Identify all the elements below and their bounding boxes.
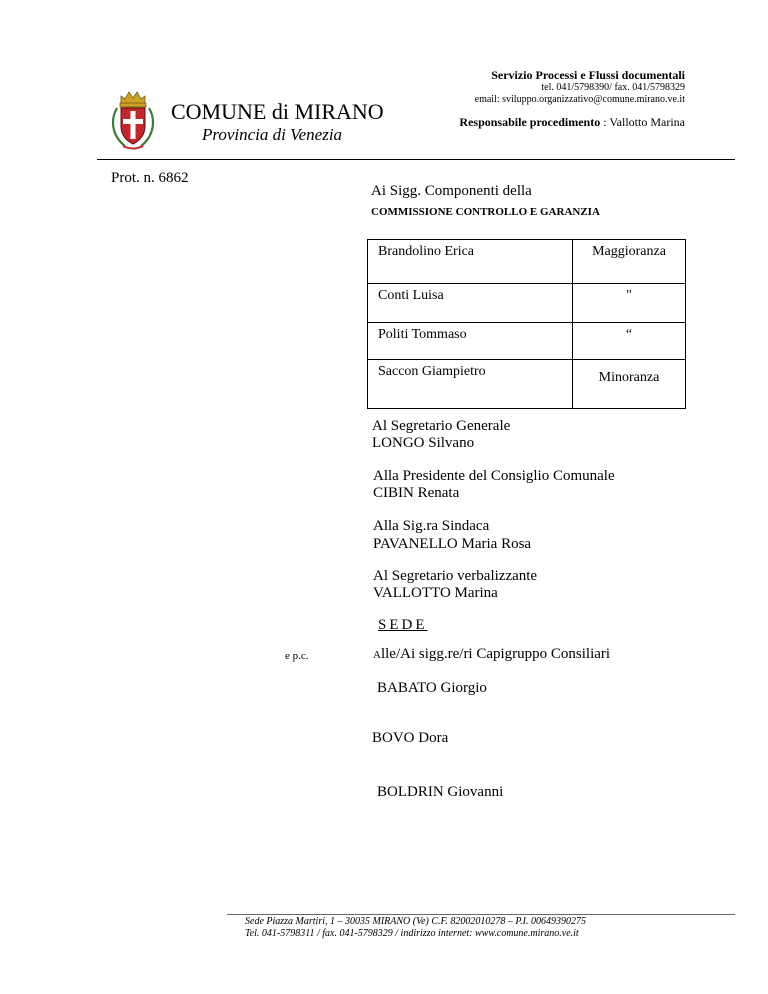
member-group: " <box>573 284 686 323</box>
member-name: Politi Tommaso <box>368 323 573 360</box>
table-row <box>368 323 686 360</box>
table-row <box>368 240 686 284</box>
member-group: “ <box>573 323 686 360</box>
verbalizzante-name: VALLOTTO Marina <box>373 585 498 601</box>
crest-crown <box>120 92 146 107</box>
verbalizzante-label: Al Segretario verbalizzante <box>373 568 538 584</box>
presidente-name: CIBIN Renata <box>373 485 460 501</box>
capigruppo-name: BABATO Giorgio <box>377 680 487 696</box>
service-phone: tel. 041/5798390/ fax. 041/5798329 <box>541 82 685 93</box>
header-divider <box>97 159 735 160</box>
provincia-name: Provincia di Venezia <box>202 125 343 144</box>
responsabile-label: Responsabile procedimento <box>459 115 601 129</box>
table-row <box>368 360 686 409</box>
comune-name: COMUNE di MIRANO <box>171 99 384 124</box>
sede-heading: SEDE <box>378 617 428 633</box>
crest-shield <box>121 108 145 144</box>
capigruppo-line <box>373 646 610 663</box>
footer-address: Sede Piazza Martiri, 1 – 30035 MIRANO (Ve) C.F. 82002010278 – P.I. 00649390275 <box>245 916 587 927</box>
member-name: Conti Luisa <box>368 284 573 323</box>
footer-contacts: Tel. 041-5798311 / fax. 041-5798329 / indirizzo internet: www.comune.mirano.ve.it <box>245 928 579 939</box>
member-name: Brandolino Erica <box>368 240 573 284</box>
responsabile-value: : Vallotto Marina <box>600 115 685 129</box>
sindaco-name: PAVANELLO Maria Rosa <box>373 536 532 552</box>
capigruppo-name: BOVO Dora <box>372 730 449 746</box>
capigruppo-name: BOLDRIN Giovanni <box>377 784 504 800</box>
member-group: Minoranza <box>573 360 686 409</box>
segretario-name: LONGO Silvano <box>372 435 475 451</box>
epc-label: e p.c. <box>285 650 309 662</box>
capigruppo-text: lle/Ai sigg.re/ri Capigruppo Consiliari <box>380 646 611 662</box>
footer-divider <box>227 914 735 915</box>
service-title: Servizio Processi e Flussi documentali <box>491 68 685 82</box>
sindaco-label: Alla Sig.ra Sindaca <box>373 518 490 534</box>
capigruppo-initial: A <box>373 649 381 661</box>
protocol-number: Prot. n. 6862 <box>111 170 189 186</box>
recipients-intro: Ai Sigg. Componenti della <box>371 183 532 199</box>
service-email: email: sviluppo.organizzativo@comune.mirano.ve.it <box>474 94 685 105</box>
member-name: Saccon Giampietro <box>368 360 573 409</box>
table-row <box>368 284 686 323</box>
presidente-label: Alla Presidente del Consiglio Comunale <box>373 468 615 484</box>
responsabile-line <box>459 115 685 130</box>
member-group: Maggioranza <box>573 240 686 284</box>
members-table <box>367 239 686 409</box>
comune-crest-icon <box>109 88 157 152</box>
commission-name: COMMISSIONE CONTROLLO E GARANZIA <box>371 206 600 218</box>
segretario-label: Al Segretario Generale <box>372 418 511 434</box>
